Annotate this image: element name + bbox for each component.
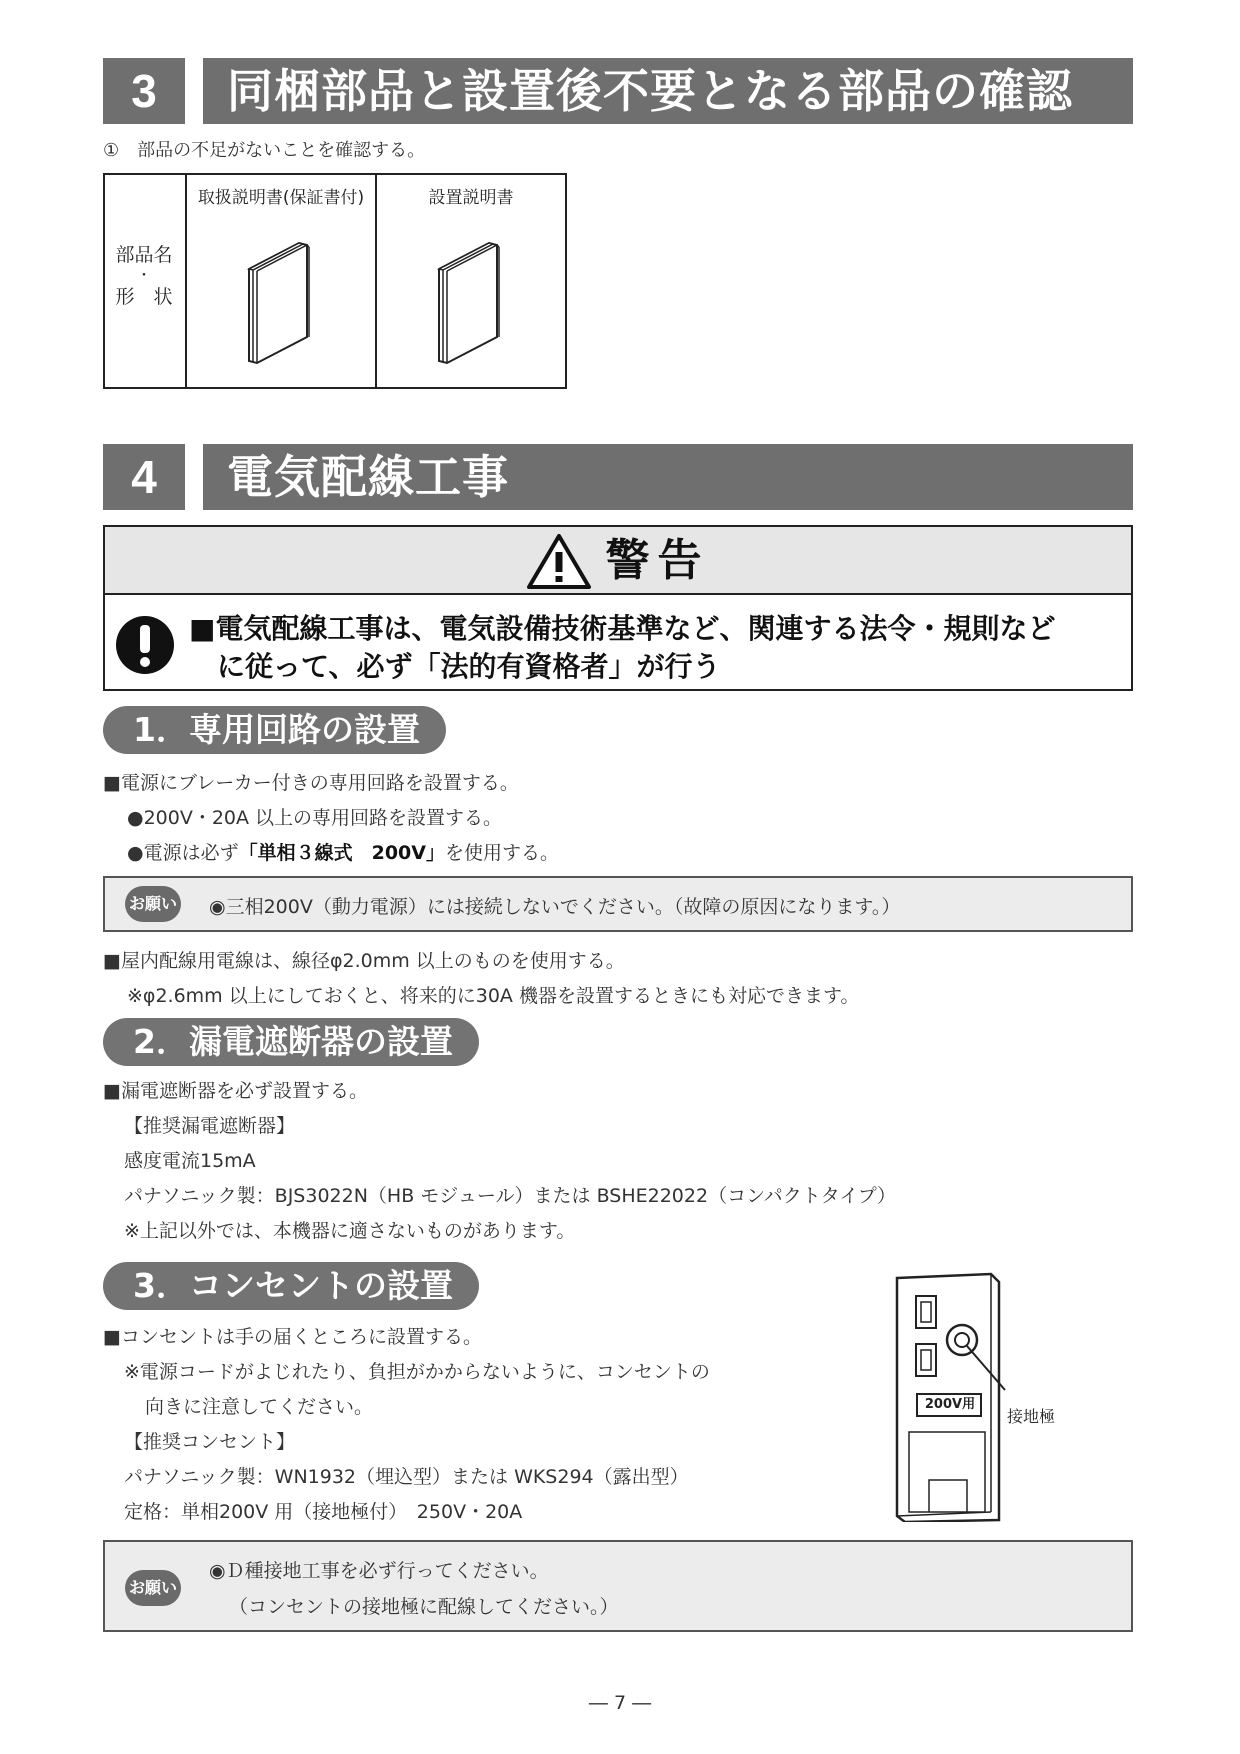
parts-cell-manual [186,174,376,388]
warning-box [103,525,1133,691]
note-2-line-2: （コンセントの接地極に配線してください。） [229,1596,619,1618]
row-label-dot: ・ [137,268,151,284]
sub1-line-3-pre: ●電源は必ず [127,842,239,864]
onegai-badge: お願い [125,1570,181,1606]
subsection-2-title: 2．漏電遮断器の設置 [103,1018,479,1066]
sub3-line-5: パナソニック製：WN1932（埋込型）または WKS294（露出型） [124,1466,689,1488]
warning-header [105,527,1131,595]
outlet-rating-label: 200V用 [924,1397,976,1412]
section-3-number: 3 [103,58,185,124]
sub1-line-1: ■電源にブレーカー付きの専用回路を設置する。 [103,772,519,794]
section-3-title: 同梱部品と設置後不要となる部品の確認 [203,58,1133,124]
warning-title: 警告 [605,535,710,586]
section-4-title: 電気配線工事 [203,444,1133,510]
page-number: ― 7 ― [588,1692,652,1714]
col-label-manual: 取扱説明書(保証書付) [197,188,365,208]
subsection-1-title: 1．専用回路の設置 [103,706,446,754]
parts-row-label-cell [104,174,186,388]
sub2-line-3: 感度電流15mA [124,1150,256,1172]
note-box-1 [103,876,1133,932]
sub2-line-2: 【推奨漏電遮断器】 [124,1115,296,1137]
col-label-install-manual: 設置説明書 [428,188,514,208]
warning-text-line1: ■電気配線工事は、電気設備技術基準など、関連する法令・規則など [189,612,1056,645]
sub3-line-4: 【推奨コンセント】 [124,1431,296,1453]
sub1-line-3 [127,838,559,865]
onegai-badge: お願い [125,886,181,922]
sub3-line-2: ※電源コードがよじれたり、負担がかからないように、コンセントの [124,1361,710,1383]
parts-cell-install-manual [376,174,566,388]
note-2-line-1: ◉Ｄ種接地工事を必ず行ってください。 [209,1560,549,1582]
sub2-line-5: ※上記以外では、本機器に適さないものがあります。 [124,1220,576,1242]
sub3-line-3: 向きに注意してください。 [145,1396,374,1418]
sub2-line-1: ■漏電遮断器を必ず設置する。 [103,1080,368,1102]
sub1-line-3-post: を使用する。 [444,842,559,864]
sub1-after-line-1: ■屋内配線用電線は、線径φ2.0mm 以上のものを使用する。 [103,950,625,972]
sub3-line-1: ■コンセントは手の届くところに設置する。 [103,1326,482,1348]
outlet-illustration [895,1272,1075,1522]
section-3-intro: ① 部品の不足がないことを確認する。 [103,140,426,161]
sub2-line-4: パナソニック製：BJS3022N（HB モジュール）または BSHE22022（コンパクトタイプ） [124,1185,896,1207]
sub1-after-line-2: ※φ2.6mm 以上にしておくと、将来的に30A 機器を設置するときにも対応できます。 [127,985,860,1007]
sub3-line-6: 定格：単相200V 用（接地極付） 250V・20A [124,1501,523,1523]
note-1-text: ◉三相200V（動力電源）には接続しないでください。（故障の原因になります。） [209,896,901,918]
section-3-header [103,58,1133,124]
parts-table [103,173,567,389]
warning-triangle-icon [526,532,592,590]
subsection-3-title: 3．コンセントの設置 [103,1262,479,1310]
sub1-line-3-bold: 「単相３線式 200V」 [238,842,445,864]
row-label-line2: 形 状 [115,286,173,308]
section-4-header [103,444,1133,510]
booklet-icon [433,237,509,367]
sub1-line-2: ●200V・20A 以上の専用回路を設置する。 [127,807,503,829]
section-4-number: 4 [103,444,185,510]
ground-pole-label: 接地極 [1007,1407,1056,1426]
row-label-line1: 部品名 [115,244,173,266]
note-box-2 [103,1540,1133,1632]
warning-text-line2: に従って、必ず「法的有資格者」が行う [217,650,721,683]
booklet-icon [243,237,319,367]
exclamation-icon [115,615,175,675]
